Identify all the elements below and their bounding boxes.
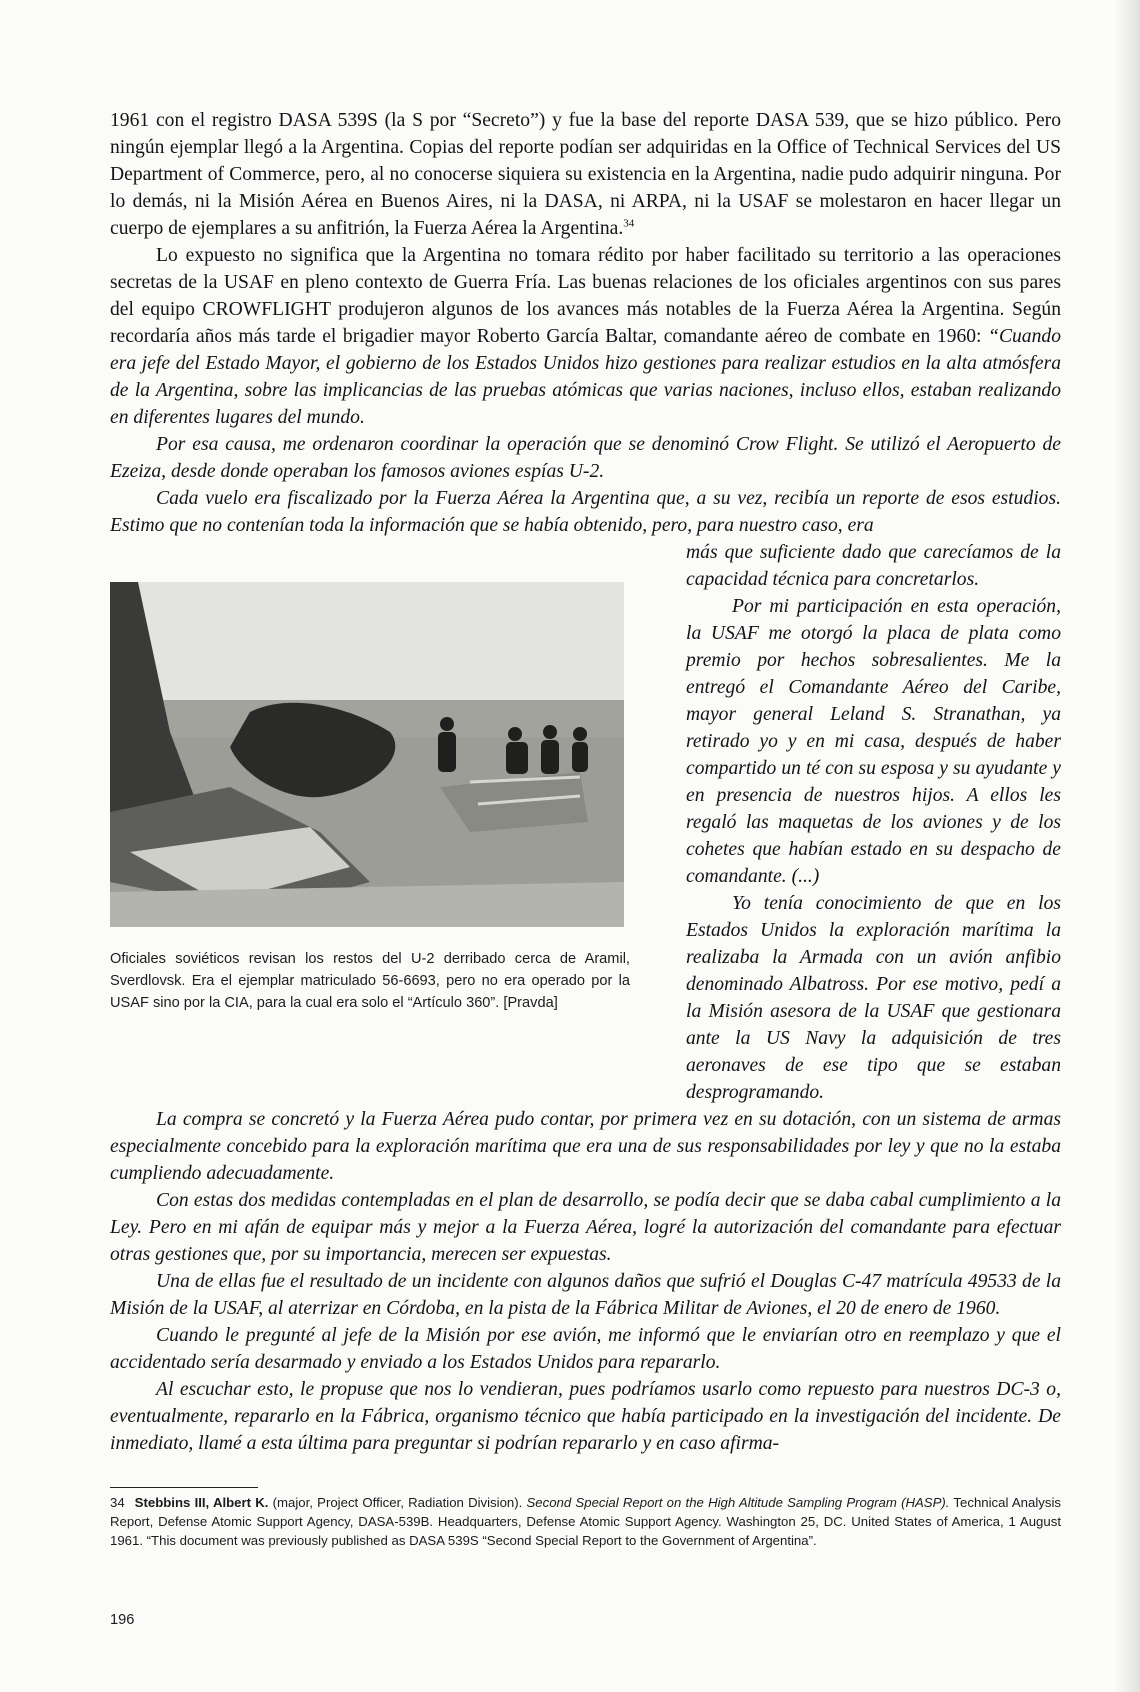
footnote-number: 34 — [110, 1495, 125, 1510]
paragraph-4a: Cada vuelo era fiscalizado por la Fuerza Aérea la Argentina que, a su vez, recibía un reporte de esos estudios. Estimo que no contenían toda la información que se había obtenido, pero, para nuestro caso, era — [110, 488, 1061, 536]
paragraph-8: Con estas dos medidas contempladas en el plan de desarrollo, se podía decir que se daba cabal cumplimiento a la Ley. Pero en mi afán de equipar más y mejor a la Fuerza Aérea, logré la autorización del comandante para efectuar otras gestiones que, por su importancia, merecen ser expuestas. — [110, 1190, 1061, 1265]
paragraph-5: Por mi participación en esta operación, la USAF me otorgó la placa de plata como premio por hechos sobresalientes. Me la entregó el Comandante Aéreo del Caribe, mayor general Leland S. Stranathan, ya retirado yo y en mi casa, después de haber compartido un té con su esposa y su ayudante y en presencia de nuestros hijos. A ellos les regaló las maquetas de los aviones y de los cohetes que habían estado en su despacho de comandante. (...) — [686, 596, 1061, 887]
footnote-role: (major, Project Officer, Radiation Division). — [268, 1495, 527, 1510]
footnote-details: Technical Analysis Report, Defense Atomic Support Agency, DASA-539B. Headquarters, Defense Atomic Support Agency. Washington 25, DC. United States of America, 1 August 1961. “This document was previously published as DASA 539S “Second Special Report to the Government of Argentina”. — [110, 1495, 1061, 1548]
photo-caption: Oficiales soviéticos revisan los restos del U-2 derribado cerca de Aramil, Sverdlovsk. Era el ejemplar matriculado 56-6693, pero no era operado por la USAF sino por la CIA, para la cual era solo el “Artículo 360”. [Pravda] — [110, 951, 630, 1011]
paragraph-1-text: 1961 con el registro DASA 539S (la S por “Secreto”) y fue la base del reporte DASA 539, que se hizo público. Pero ningún ejemplar llegó a la Argentina. Copias del reporte podían ser adquiridas en la Office of Technical Services del US Department of Commerce, pero, al no conocerse siquiera su existencia en la Argentina, nadie pudo adquirir ninguna. Por lo demás, ni la Misión Aérea en Buenos Aires, ni la DASA, ni ARPA, ni la USAF se molestaron en hacer llegar un cuerpo de ejemplares a su anfitrión, la Fuerza Aérea la Argentina. — [110, 110, 1061, 239]
paragraph-2-text: Lo expuesto no significa que la Argentina no tomara rédito por haber facilitado su territorio a las operaciones secretas de la USAF en pleno contexto de Guerra Fría. Las buenas relaciones de los oficiales argentinos con sus pares del equipo CROWFLIGHT produjeron algunos de los avances más notables de la Fuerza Aérea la Argentina. Según recordaría años más tarde el brigadier mayor Roberto García Baltar, comandante aéreo de combate en 1960: — [110, 245, 1061, 347]
page-number: 196 — [110, 1612, 135, 1628]
paragraph-9: Una de ellas fue el resultado de un incidente con algunos daños que sufrió el Douglas C-47 matrícula 49533 de la Misión de la USAF, al aterrizar en Córdoba, en la pista de la Fábrica Militar de Aviones, el 20 de enero de 1960. — [110, 1271, 1061, 1319]
paragraph-3: Por esa causa, me ordenaron coordinar la operación que se denominó Crow Flight. Se utilizó el Aeropuerto de Ezeiza, desde donde operaban los famosos aviones espías U-2. — [110, 434, 1061, 482]
page-edge-shadow — [1114, 0, 1140, 1692]
paragraph-11: Al escuchar esto, le propuse que nos lo vendieran, pues podríamos usarlo como repuesto para nuestros DC-3 o, eventualmente, repararlo en la Fábrica, organismo técnico que había participado en la investigación del incidente. De inmediato, llamé a esta última para preguntar si podrían repararlo y en caso afirma- — [110, 1379, 1061, 1454]
footnote-author: Stebbins III, Albert K. — [134, 1495, 269, 1510]
paragraph-7: La compra se concretó y la Fuerza Aérea pudo contar, por primera vez en su dotación, con un sistema de armas especialmente concebido para la exploración marítima que era una de sus responsabilidades por ley y que no la estaba cumpliendo adecuadamente. — [110, 1109, 1061, 1184]
paragraph-10: Cuando le pregunté al jefe de la Misión por ese avión, me informó que le enviarían otro en reemplazo y que el accidentado sería desarmado y enviado a los Estados Unidos para repararlo. — [110, 1325, 1061, 1373]
footnote-title: Second Special Report on the High Altitude Sampling Program (HASP). — [526, 1495, 950, 1510]
footnote-ref-34: 34 — [623, 217, 635, 230]
wreckage-photo-illustration — [110, 582, 624, 927]
footnote-divider — [110, 1487, 258, 1488]
paragraph-2-quote: “Cuando era jefe del Estado Mayor, el gobierno de los Estados Unidos hizo gestiones para realizar estudios en la alta atmósfera de la Argentina, sobre las implicancias de las pruebas atómicas que varias naciones, incluso ellos, estaban realizando en diferentes lugares del mundo. — [110, 326, 1061, 428]
paragraph-6: Yo tenía conocimiento de que en los Estados Unidos la exploración marítima la realizaba la Armada con un avión anfibio denominado Albatross. Por ese motivo, pedí a la Misión asesora de la USAF que gestionara ante la US Navy la adquisición de tres aeronaves de ese tipo que se estaban desprogramando. — [686, 893, 1061, 1103]
footnote-34 — [110, 1493, 1061, 1550]
paragraph-2 — [110, 242, 1061, 431]
wreckage-photo — [110, 582, 624, 927]
paragraph-1 — [110, 107, 1061, 242]
paragraph-4b: más que suficiente dado que carecíamos de la capacidad técnica para concretarlos. — [686, 542, 1061, 590]
